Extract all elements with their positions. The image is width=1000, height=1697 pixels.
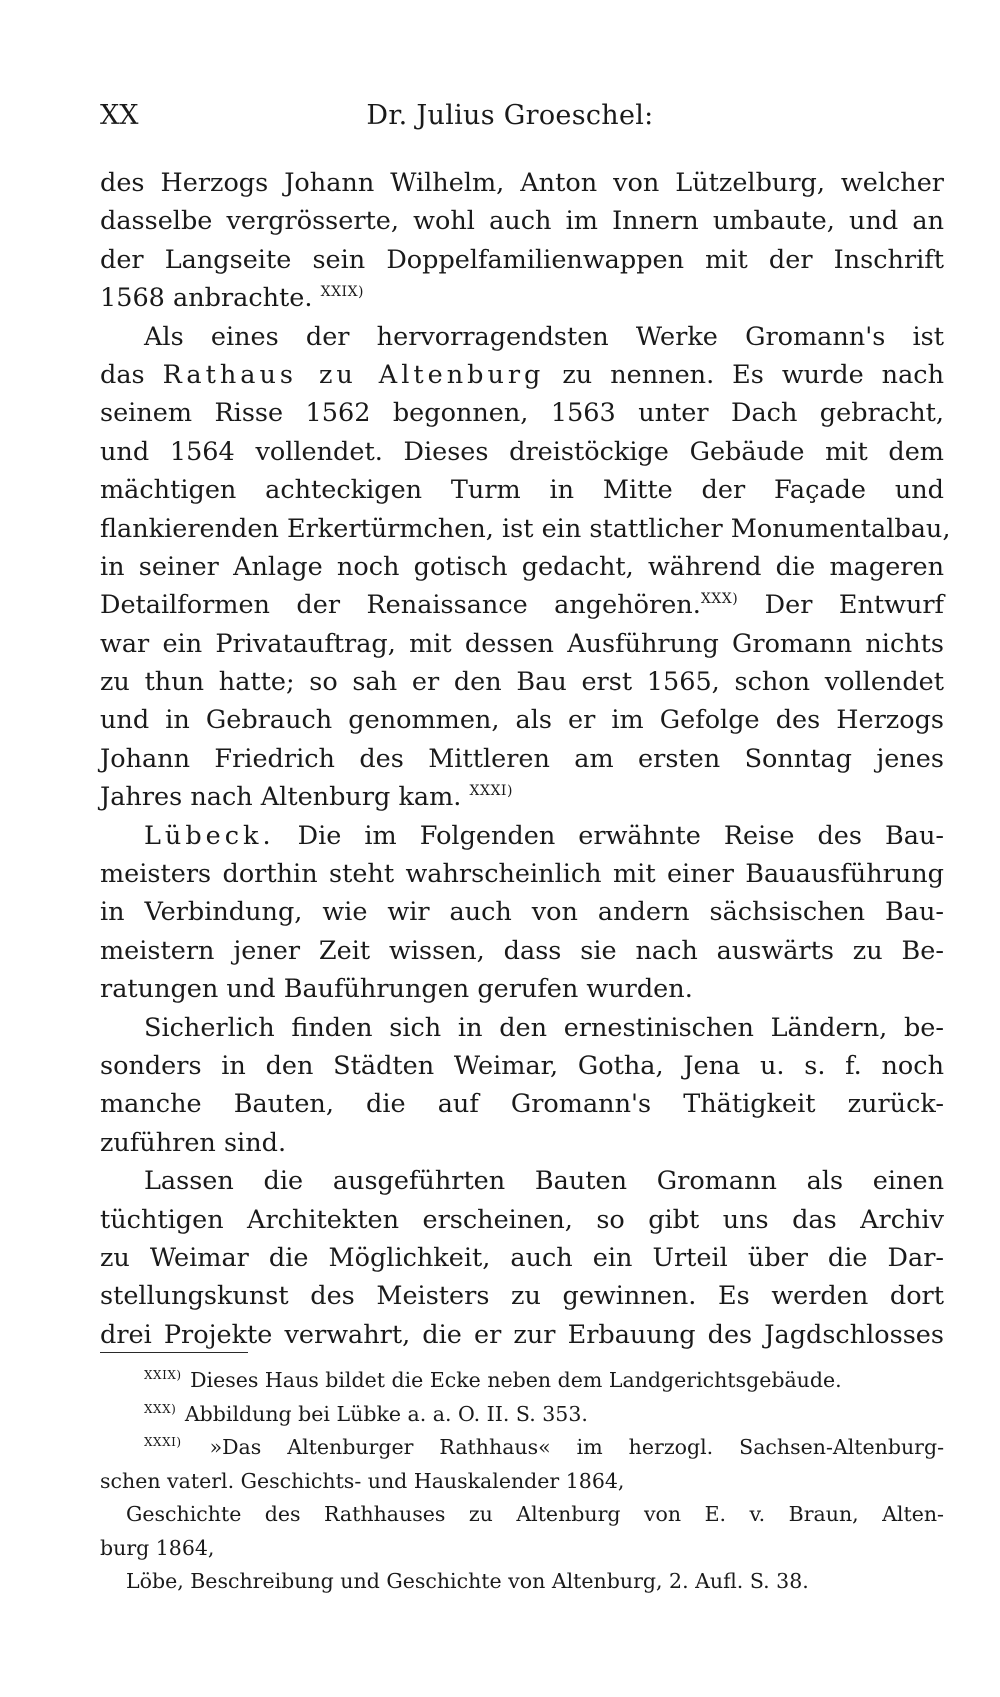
- footnote-marker: XXX): [144, 1401, 177, 1416]
- text-line: zu thun hatte; so sah er den Bau erst 1565, schon vollendet: [100, 667, 944, 698]
- text-line: Lassen die ausgeführten Bauten Gromann als einen: [144, 1166, 944, 1197]
- text-line: sonders in den Städten Weimar, Gotha, Jena u. s. f. noch: [100, 1050, 944, 1081]
- text-line: Johann Friedrich des Mittleren am ersten Sonntag jenes: [100, 743, 944, 774]
- text-span: Die im Folgenden erwähnte Reise des Bau-: [297, 820, 944, 851]
- text-line: Sicherlich finden sich in den ernestinischen Ländern, be-: [144, 1012, 944, 1043]
- text-span: Der Entwurf: [764, 590, 944, 621]
- text-span: zu nennen. Es wurde nach: [562, 359, 944, 390]
- text-line: [100, 279, 944, 317]
- text-line: stellungskunst des Meisters zu gewinnen. Es werden dort: [100, 1281, 944, 1312]
- body-text: [100, 164, 951, 1354]
- text-line: der Langseite sein Doppelfamilienwappen mit der Inschrift: [100, 244, 944, 275]
- running-title: Dr. Julius Groeschel:: [366, 100, 654, 131]
- text-span: 1568 anbrachte.: [100, 283, 313, 314]
- footnotes: [100, 1364, 944, 1599]
- page-header: [100, 96, 920, 136]
- footnote-text: Abbildung bei Lübke a. a. O. II. S. 353.: [184, 1401, 588, 1426]
- footnote-reference: XXIX): [320, 284, 365, 301]
- text-line: in seiner Anlage noch gotisch gedacht, während die mageren: [100, 551, 944, 582]
- emphasized-term: Rathaus zu Altenburg: [162, 359, 545, 390]
- text-line: mächtigen achteckigen Turm in Mitte der Façade und: [100, 475, 944, 506]
- text-span: das: [100, 359, 145, 390]
- text-line: [100, 356, 944, 394]
- footnote-marker: XXXI): [144, 1435, 182, 1449]
- text-span: Jahres nach Altenburg kam.: [100, 782, 462, 813]
- text-line: [100, 817, 944, 855]
- footnote-reference: XXX): [700, 591, 739, 608]
- text-line: Als eines der hervorragendsten Werke Gromann's ist: [144, 321, 944, 352]
- text-line: und in Gebrauch genommen, als er im Gefolge des Herzogs: [100, 705, 944, 736]
- page-number: XX: [100, 100, 139, 131]
- footnote-continuation: schen vaterl. Geschichts- und Hauskalender 1864,: [100, 1468, 625, 1493]
- text-line: meisters dorthin steht wahrscheinlich mit einer Bauausführung: [100, 859, 944, 890]
- text-line: seinem Risse 1562 begonnen, 1563 unter Dach gebracht,: [100, 398, 944, 429]
- text-line: flankierenden Erkertürmchen, ist ein stattlicher Monumentalbau,: [100, 513, 951, 544]
- text-line: zu Weimar die Möglichkeit, auch ein Urteil über die Dar-: [100, 1242, 944, 1273]
- text-line: in Verbindung, wie wir auch von andern sächsischen Bau-: [100, 897, 944, 928]
- text-line: des Herzogs Johann Wilhelm, Anton von Lützelburg, welcher: [100, 168, 944, 198]
- text-line: [100, 586, 944, 624]
- footnote-text: Löbe, Beschreibung und Geschichte von Altenburg, 2. Aufl. S. 38.: [126, 1569, 809, 1593]
- text-line: und 1564 vollendet. Dieses dreistöckige Gebäude mit dem: [100, 436, 944, 467]
- text-line: meistern jener Zeit wissen, dass sie nach auswärts zu Be-: [100, 935, 944, 966]
- text-line: tüchtigen Architekten erscheinen, so gibt uns das Archiv: [100, 1204, 944, 1235]
- footnote-text: »Das Altenburger Rathhaus« im herzogl. Sachsen-Altenburg-: [209, 1435, 944, 1459]
- footnote-text: Geschichte des Rathhauses zu Altenburg von E. v. Braun, Alten-: [126, 1502, 944, 1526]
- footnote: [100, 1431, 944, 1465]
- section-heading-inline: Lübeck.: [144, 820, 275, 851]
- footnote-divider: [100, 1352, 248, 1353]
- footnote-text: Dieses Haus bildet die Ecke neben dem Landgerichtsgebäude.: [190, 1368, 842, 1392]
- text-line: dasselbe vergrösserte, wohl auch im Innern umbaute, und an: [100, 206, 944, 237]
- footnote: [100, 1364, 944, 1398]
- text-line: manche Bauten, die auf Gromann's Thätigkeit zurück-: [100, 1089, 944, 1120]
- text-line: ratungen und Bauführungen gerufen wurden.: [100, 974, 693, 1005]
- footnote-marker: XXIX): [144, 1368, 182, 1382]
- text-line: [100, 778, 944, 816]
- footnote-reference: XXXI): [469, 783, 513, 800]
- text-span: Detailformen der Renaissance angehören.: [100, 590, 701, 621]
- text-line: war ein Privatauftrag, mit dessen Ausführung Gromann nichts: [100, 628, 944, 659]
- footnote-continuation: burg 1864,: [100, 1535, 215, 1560]
- footnote: [100, 1398, 944, 1432]
- text-line: zuführen sind.: [100, 1127, 287, 1158]
- text-line: drei Projekte verwahrt, die er zur Erbauung des Jagdschlosses: [100, 1319, 944, 1350]
